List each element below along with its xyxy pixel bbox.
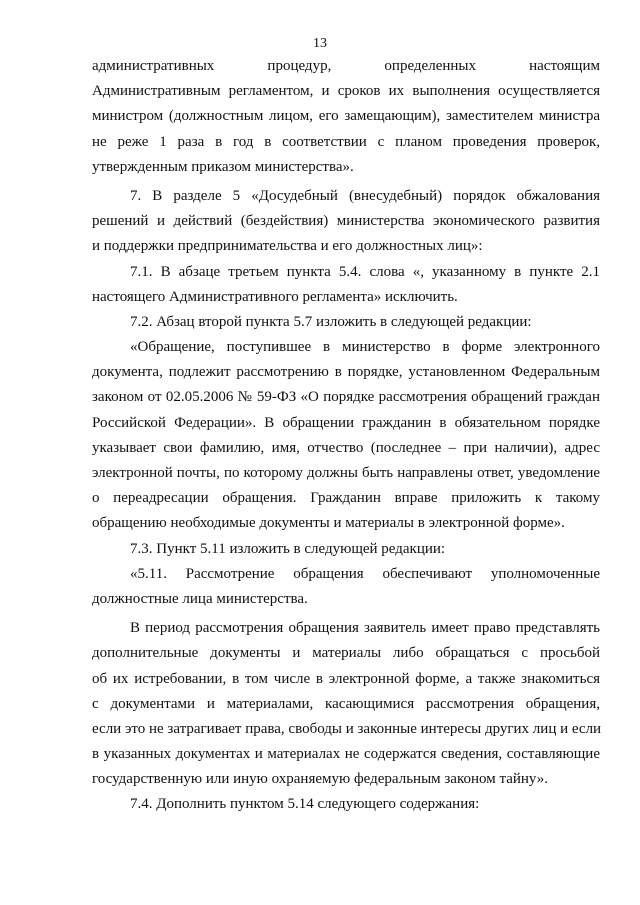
text-line: 7. В разделе 5 «Досудебный (внесудебный) порядок обжалования — [130, 187, 600, 204]
text-line: в указанных документах и материалах не содержатся сведения, составляющие — [92, 746, 600, 763]
text-line: «5.11. Рассмотрение обращения обеспечивают уполномоченные — [130, 565, 600, 582]
text-line: Административным регламентом, и сроков их выполнения осуществляется — [92, 83, 600, 100]
text-line: если это не затрагивает права, свободы и законные интересы других лиц и если — [92, 720, 602, 737]
text-line: документа, подлежит рассмотрению в порядке, установленном Федеральным — [92, 364, 600, 381]
text-line: административных процедур, определенных настоящим — [92, 58, 600, 74]
text-line: государственную или иную охраняемую федеральным законом тайну». — [92, 771, 549, 788]
text-line: решений и действий (бездействия) министерства экономического развития — [92, 213, 600, 230]
text-line: о переадресации обращения. Гражданин вправе приложить к такому — [92, 490, 600, 507]
text-line: Российской Федерации». В обращении гражданин в обязательном порядке — [92, 414, 600, 431]
text-line: дополнительные документы и материалы либо обращаться с просьбой — [92, 645, 600, 662]
text-line: министром (должностным лицом, его замещающим), заместителем министра — [92, 108, 600, 125]
text-line: утвержденным приказом министерства». — [92, 158, 354, 175]
text-line: настоящего Административного регламента» исключить. — [92, 288, 458, 305]
text-line: и поддержки предпринимательства и его должностных лиц»: — [92, 238, 483, 255]
text-line: 7.2. Абзац второй пункта 5.7 изложить в следующей редакции: — [130, 313, 532, 330]
text-line: 7.1. В абзаце третьем пункта 5.4. слова «, указанному в пункте 2.1 — [130, 263, 600, 280]
text-line: обращению необходимые документы и материалы в электронной форме». — [92, 515, 565, 532]
text-line: 7.4. Дополнить пунктом 5.14 следующего содержания: — [130, 796, 480, 813]
text-line: должностные лица министерства. — [92, 590, 308, 607]
text-line: не реже 1 раза в год в соответствии с планом проведения проверок, — [92, 133, 600, 150]
text-line: В период рассмотрения обращения заявитель имеет право представлять — [130, 620, 600, 637]
text-line: об их истребовании, в том числе в электронной форме, а также знакомиться — [92, 670, 600, 687]
text-line: «Обращение, поступившее в министерство в форме электронного — [130, 339, 600, 356]
text-line: указывает свои фамилию, имя, отчество (последнее – при наличии), адрес — [92, 439, 600, 456]
text-line: с документами и материалами, касающимися рассмотрения обращения, — [92, 695, 600, 712]
text-line: законом от 02.05.2006 № 59-ФЗ «О порядке рассмотрения обращений граждан — [92, 389, 600, 406]
text-line: электронной почты, по которому должны быть направлены ответ, уведомление — [92, 465, 600, 481]
page-number: 13 — [313, 36, 327, 51]
text-line: 7.3. Пункт 5.11 изложить в следующей редакции: — [130, 540, 446, 557]
document-body — [92, 54, 600, 818]
